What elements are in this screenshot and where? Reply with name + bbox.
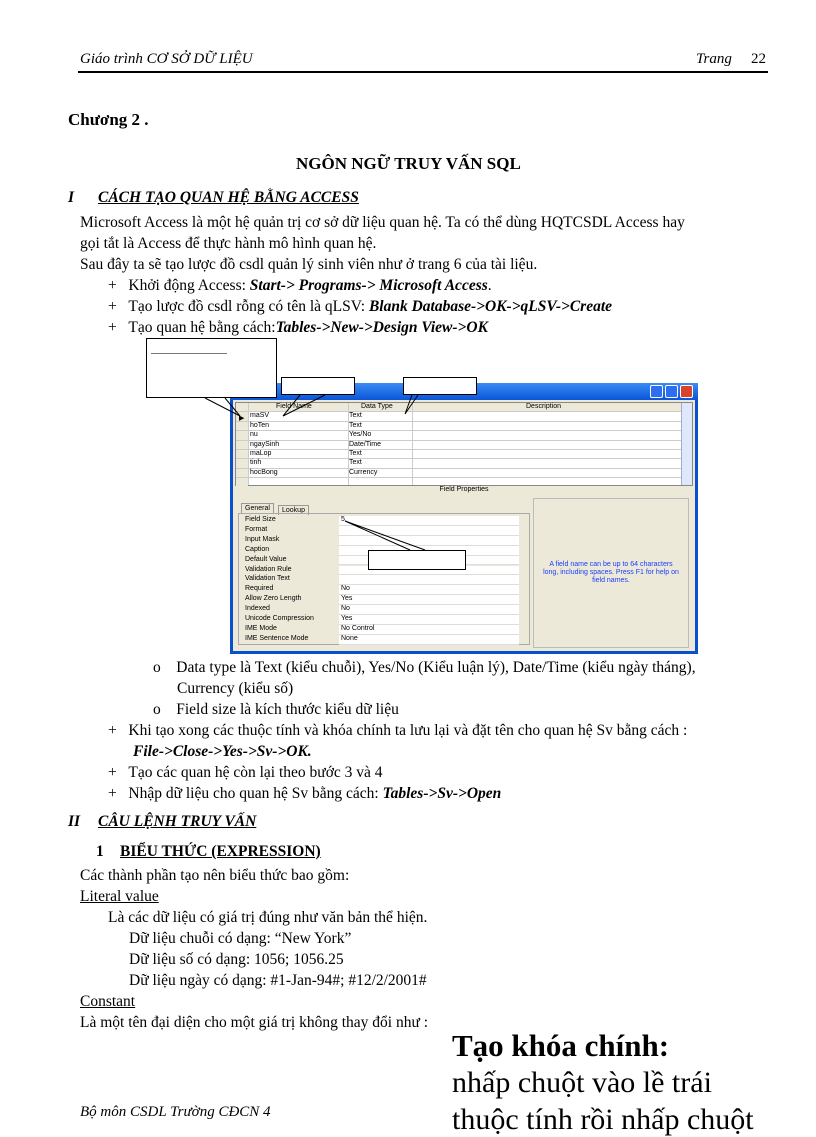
property-row[interactable]: Indexed No — [245, 605, 525, 615]
current-row-arrow-icon: ▶ — [239, 415, 245, 422]
overlay-title: Tạo khóa chính: — [452, 1028, 670, 1063]
table-row[interactable]: nu Yes/No — [236, 431, 682, 440]
table-row[interactable]: tinh Text — [236, 459, 682, 468]
term-heading: Constant — [80, 993, 136, 1010]
property-row[interactable]: Validation Text — [245, 575, 525, 585]
header-page-label: Trang — [696, 51, 732, 67]
help-hint: A field name can be up to 64 characters long, including spaces. Press F1 for help on field names. — [533, 498, 689, 648]
property-row[interactable]: Unicode Compression Yes — [245, 615, 525, 625]
property-row[interactable]: Default Value — [245, 556, 525, 566]
bullet-item: + Nhập dữ liệu cho quan hệ Sv bằng cách: Tables->Sv->Open — [108, 785, 502, 802]
bullet-item: + Khi tạo xong các thuộc tính và khóa chính ta lưu lại và đặt tên cho quan hệ Sv bằng cách : — [108, 722, 688, 739]
bullet-item: + Tạo các quan hệ còn lại theo bước 3 và 4 — [108, 764, 383, 781]
overlay-text: thuộc tính rồi nhấp chuột — [452, 1103, 754, 1136]
property-row[interactable]: Format — [245, 526, 525, 536]
example: Dữ liệu chuỗi có dạng: “New York” — [129, 930, 352, 947]
tab-general[interactable]: General — [241, 503, 274, 513]
section-number: I — [68, 189, 75, 206]
paragraph: Các thành phần tạo nên biểu thức bao gồm: — [80, 867, 350, 884]
table-row[interactable]: hocBong Currency — [236, 469, 682, 478]
bullet-item: + Tạo lược đồ csdl rỗng có tên là qLSV: Blank Database->OK->qLSV->Create — [108, 298, 613, 315]
property-row[interactable]: Caption — [245, 546, 525, 556]
page-title: NGÔN NGỮ TRUY VẤN SQL — [296, 154, 521, 173]
subsection-title: BIỂU THỨC (EXPRESSION) — [120, 843, 321, 860]
property-row[interactable]: Allow Zero Length Yes — [245, 595, 525, 605]
term-heading: Literal value — [80, 888, 159, 905]
property-row[interactable]: Required No — [245, 585, 525, 595]
sub-bullet: o Data type là Text (kiểu chuỗi), Yes/No (Kiểu luận lý), Date/Time (kiểu ngày tháng), — [153, 659, 696, 676]
property-row[interactable]: Field Size 5 — [245, 516, 525, 526]
property-row[interactable]: Validation Rule — [245, 566, 525, 576]
table-row[interactable]: maSV Text — [236, 412, 682, 421]
sub-bullet-cont: Currency (kiểu số) — [177, 680, 294, 697]
section-title: CÁCH TẠO QUAN HỆ BẰNG ACCESS — [98, 189, 359, 206]
chapter-label: Chương 2 . — [68, 110, 149, 129]
column-header: Data Type — [361, 403, 393, 410]
table-row[interactable]: hoTen Text — [236, 422, 682, 431]
bullet-item: + Khởi động Access: Start-> Programs-> Microsoft Access. — [108, 277, 492, 294]
section-number: II — [68, 813, 81, 830]
subsection-number: 1 — [96, 843, 104, 860]
table-row[interactable]: maLop Text — [236, 450, 682, 459]
column-header: Field Name — [276, 403, 312, 410]
property-row[interactable]: IME Mode No Control — [245, 625, 525, 635]
header-page-number: 22 — [751, 51, 766, 67]
paragraph: Là một tên đại diện cho một giá trị không thay đổi như : — [80, 1014, 429, 1031]
paragraph: Là các dữ liệu có giá trị đúng như văn bản thể hiện. — [108, 909, 428, 926]
header-title: Giáo trình CƠ SỞ DỮ LIỆU — [80, 51, 253, 67]
overlay-text: nhấp chuột vào lề trái — [452, 1066, 712, 1099]
column-header: Description — [526, 403, 562, 410]
table-row[interactable]: ngaySinh Date/Time — [236, 441, 682, 450]
tab-lookup[interactable]: Lookup — [278, 505, 309, 515]
property-row[interactable]: Input Mask — [245, 536, 525, 546]
footer: Bộ môn CSDL Trường CĐCN 4 — [80, 1104, 271, 1120]
paragraph: gọi tắt là Access để thực hành mô hình quan hệ. — [80, 235, 377, 252]
property-row[interactable]: IME Sentence Mode None — [245, 635, 525, 645]
example: Dữ liệu ngày có dạng: #1-Jan-94#; #12/2/2001# — [129, 972, 427, 989]
paragraph: Microsoft Access là một hệ quản trị cơ sở dữ liệu quan hệ. Ta có thể dùng HQTCSDL Access hay — [80, 214, 685, 231]
section-title: CÂU LỆNH TRUY VẤN — [98, 813, 257, 830]
field-properties-label: Field Properties — [439, 486, 489, 493]
sub-bullet: o Field size là kích thước kiểu dữ liệu — [153, 701, 399, 718]
bullet-item: + Tạo quan hệ bằng cách:Tables->New->Design View->OK — [108, 319, 488, 336]
paragraph: Sau đây ta sẽ tạo lược đồ csdl quản lý sinh viên như ở trang 6 của tài liệu. — [80, 256, 538, 273]
bullet-item-cont: File->Close->Yes->Sv->OK. — [133, 743, 312, 760]
example: Dữ liệu số có dạng: 1056; 1056.25 — [129, 951, 344, 968]
